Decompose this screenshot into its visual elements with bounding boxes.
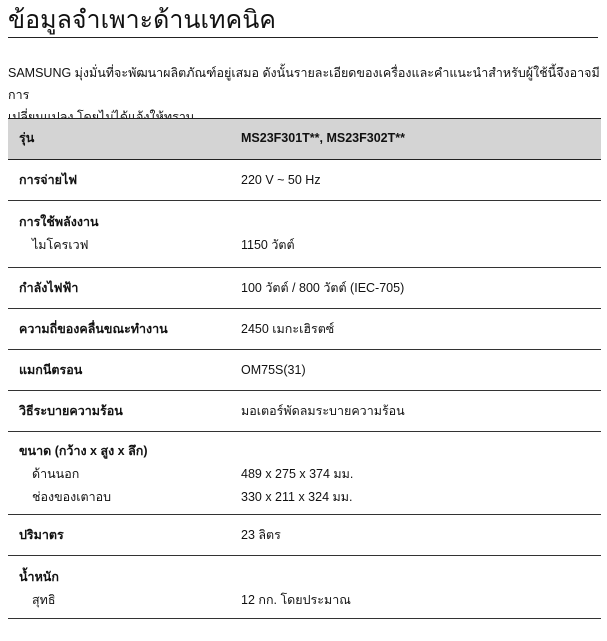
frequency-label: ความถี่ของคลื่นขณะทำงาน xyxy=(19,322,168,336)
microwave-value: 1150 วัตต์ xyxy=(241,238,295,252)
spec-table xyxy=(8,118,601,619)
cavity-value: 330 x 211 x 324 มม. xyxy=(241,490,353,504)
net-value: 12 กก. โดยประมาณ xyxy=(241,593,351,607)
power-consumption-label: การใช้พลังงาน ไมโครเวฟ xyxy=(8,201,241,268)
table-row-output-power xyxy=(8,268,601,309)
table-row-frequency xyxy=(8,309,601,350)
table-header-row xyxy=(8,119,601,160)
microwave-label: ไมโครเวฟ xyxy=(32,238,89,252)
power-source-value: 220 V ~ 50 Hz xyxy=(241,173,321,187)
output-power-label: กำลังไฟฟ้า xyxy=(19,281,79,295)
weight-value xyxy=(241,556,601,619)
weight-label: น้ำหนัก สุทธิ xyxy=(8,556,241,619)
table-row-volume xyxy=(8,515,601,556)
power-source-label: การจ่ายไฟ xyxy=(19,173,78,187)
outside-label: ด้านนอก xyxy=(32,467,80,481)
magnetron-value: OM75S(31) xyxy=(241,363,306,377)
output-power-value: 100 วัตต์ / 800 วัตต์ (IEC-705) xyxy=(241,281,405,295)
model-value: MS23F301T**, MS23F302T** xyxy=(241,131,405,145)
table-row-power-source xyxy=(8,160,601,201)
table-row-cooling xyxy=(8,391,601,432)
cavity-label: ช่องของเตาอบ xyxy=(32,490,112,504)
dimensions-label: ขนาด (กว้าง x สูง x ลึก) ด้านนอก ช่องของเตาอบ xyxy=(8,432,241,515)
model-label: รุ่น xyxy=(19,131,35,145)
table-row-power-consumption xyxy=(8,201,601,268)
net-label: สุทธิ xyxy=(32,593,56,607)
magnetron-label: แมกนีตรอน xyxy=(19,363,83,377)
intro-line-1: SAMSUNG มุ่งมั่นที่จะพัฒนาผลิตภัณฑ์อยู่เสมอ ดังนั้นรายละเอียดของเครื่องและคำแนะนำสำหรับผู้ใช้นี้จึงอาจมีการ xyxy=(8,66,600,102)
power-consumption-value xyxy=(241,201,601,268)
cooling-value: มอเตอร์พัดลมระบายความร้อน xyxy=(241,404,405,418)
title-underline xyxy=(8,37,598,38)
dimensions-value xyxy=(241,432,601,515)
intro-line-2: เปลี่ยนแปลง โดยไม่ได้แจ้งให้ทราบ xyxy=(8,110,194,124)
table-row-dimensions xyxy=(8,432,601,515)
volume-label: ปริมาตร xyxy=(19,528,64,542)
cooling-label: วิธีระบายความร้อน xyxy=(19,404,123,418)
table-row-weight xyxy=(8,556,601,619)
outside-value: 489 x 275 x 374 มม. xyxy=(241,467,354,481)
page-title: ข้อมูลจำเพาะด้านเทคนิค xyxy=(8,6,277,34)
volume-value: 23 ลิตร xyxy=(241,528,281,542)
frequency-value: 2450 เมกะเฮิรตซ์ xyxy=(241,322,335,336)
table-row-magnetron xyxy=(8,350,601,391)
